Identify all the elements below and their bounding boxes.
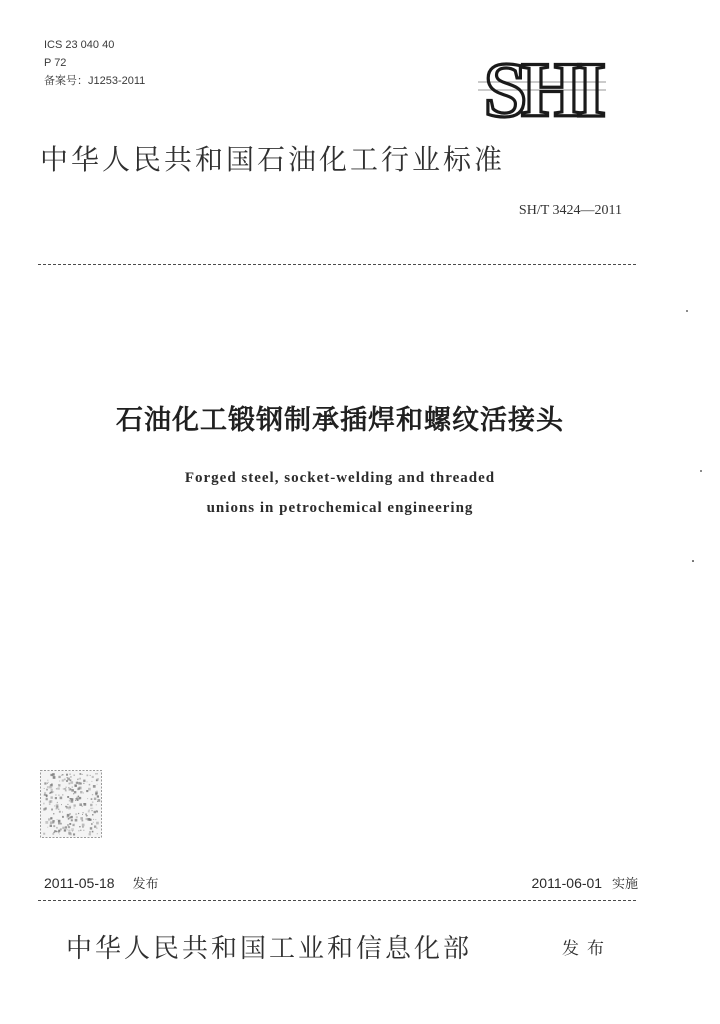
code-dot xyxy=(88,818,91,821)
code-dot xyxy=(87,815,88,816)
code-dot xyxy=(49,803,51,805)
code-dot xyxy=(96,779,98,781)
code-dot xyxy=(46,789,48,791)
code-dot xyxy=(47,783,48,784)
code-dot xyxy=(94,826,96,828)
code-dot xyxy=(82,824,85,827)
code-dot xyxy=(73,825,74,826)
code-dot xyxy=(96,822,99,825)
code-dot xyxy=(66,774,68,776)
code-dot xyxy=(69,833,72,836)
document-title-english-line-2: unions in petrochemical engineering xyxy=(206,500,474,516)
code-dot xyxy=(53,825,55,827)
issuing-authority-header: 中华人民共和国石油化工行业标准 xyxy=(40,143,506,176)
code-dot xyxy=(70,798,72,800)
code-dot xyxy=(44,782,46,784)
code-dot xyxy=(58,795,59,796)
code-dot xyxy=(58,776,60,778)
code-dot xyxy=(86,818,88,820)
effective-label: 实施 xyxy=(611,877,638,892)
code-dot xyxy=(82,812,83,813)
divider-bottom xyxy=(38,900,636,901)
scan-speck xyxy=(700,470,702,472)
code-dot xyxy=(64,779,66,781)
code-dot xyxy=(92,794,93,795)
code-dot xyxy=(86,790,88,792)
code-dot xyxy=(80,830,81,831)
code-dot xyxy=(89,810,90,811)
code-dot xyxy=(97,833,98,834)
code-dot xyxy=(69,800,71,802)
code-dot xyxy=(44,794,45,795)
code-dot xyxy=(67,804,68,805)
code-dot xyxy=(63,788,64,789)
document-title-english-line-1: Forged steel, socket-welding and threaded xyxy=(184,470,496,486)
issue-date-block xyxy=(44,873,158,892)
code-dot xyxy=(52,833,54,835)
code-dot xyxy=(97,784,98,785)
code-dot xyxy=(60,823,62,825)
code-dot xyxy=(78,797,81,800)
code-dot xyxy=(57,803,58,804)
code-dot xyxy=(54,830,56,832)
divider-top xyxy=(38,264,636,265)
code-dot xyxy=(70,779,72,781)
code-dot xyxy=(75,813,77,815)
code-dot xyxy=(83,783,84,784)
scan-speck xyxy=(686,310,688,312)
code-dot xyxy=(58,787,60,789)
code-dot xyxy=(82,806,83,807)
code-dot xyxy=(91,798,93,800)
code-dot xyxy=(62,816,64,818)
scan-speck xyxy=(692,560,694,562)
code-dot xyxy=(53,776,56,779)
code-dot xyxy=(52,820,54,822)
code-dot xyxy=(59,781,60,782)
code-dot xyxy=(47,780,48,781)
code-dot xyxy=(58,784,61,787)
code-dot xyxy=(67,829,68,830)
code-dot xyxy=(65,826,67,828)
code-dot xyxy=(82,826,84,828)
code-dot xyxy=(51,789,53,791)
code-dot xyxy=(48,818,50,820)
code-dot xyxy=(92,808,93,809)
code-dot xyxy=(71,828,74,831)
code-dot xyxy=(58,832,60,834)
code-dot xyxy=(79,787,82,790)
code-dot xyxy=(53,813,54,814)
code-dot xyxy=(49,801,51,803)
code-dot xyxy=(68,818,70,820)
code-dot xyxy=(67,796,69,798)
code-dot xyxy=(51,791,53,793)
code-dot xyxy=(62,812,63,813)
code-dot xyxy=(47,787,48,788)
code-dot xyxy=(77,782,78,783)
code-dot xyxy=(92,801,94,803)
code-dot xyxy=(56,827,58,829)
code-dot xyxy=(91,781,92,782)
code-dot xyxy=(51,796,53,798)
code-dot xyxy=(80,773,82,775)
code-dot xyxy=(58,820,61,823)
code-dot xyxy=(88,811,90,813)
code-dot xyxy=(69,823,71,825)
code-dot xyxy=(65,787,67,789)
code-dot xyxy=(71,781,74,784)
code-dot xyxy=(52,810,53,811)
code-dot xyxy=(98,799,101,802)
code-dot xyxy=(92,810,93,811)
code-dot xyxy=(79,826,80,827)
code-dot xyxy=(92,776,94,778)
code-dot xyxy=(84,803,87,806)
code-dot xyxy=(65,790,67,792)
code-dot xyxy=(68,826,70,828)
code-dot xyxy=(43,833,45,835)
code-dot xyxy=(78,796,79,797)
code-dot xyxy=(97,790,98,791)
code-dot xyxy=(61,804,62,805)
code-dot xyxy=(90,827,92,829)
code-dot xyxy=(76,816,78,818)
code-dot xyxy=(62,774,63,775)
code-dot xyxy=(97,801,98,802)
code-dot xyxy=(69,788,71,790)
code-dot xyxy=(64,788,65,789)
code-dot xyxy=(55,794,56,795)
code-dot xyxy=(70,776,71,777)
code-dot xyxy=(61,775,62,776)
code-dot xyxy=(95,793,97,795)
code-dot xyxy=(78,830,79,831)
code-dot xyxy=(89,784,91,786)
code-dot xyxy=(51,787,53,789)
code-dot xyxy=(83,793,84,794)
code-dot xyxy=(88,788,91,791)
code-dot xyxy=(43,808,45,810)
code-dot xyxy=(45,821,48,824)
code-dot xyxy=(59,811,61,813)
category-code: P 72 xyxy=(44,57,67,69)
code-dot xyxy=(54,805,55,806)
code-dot xyxy=(74,791,76,793)
code-dot xyxy=(62,827,64,829)
code-dot xyxy=(67,816,69,818)
code-dot xyxy=(96,811,98,813)
code-dot xyxy=(69,813,71,815)
document-title-chinese: 石油化工锻钢制承插焊和螺纹活接头 xyxy=(116,405,564,436)
code-dot xyxy=(71,819,73,821)
code-dot xyxy=(56,804,59,807)
code-dot xyxy=(97,773,98,774)
code-dot xyxy=(43,803,45,805)
code-dot xyxy=(93,785,96,788)
code-dot xyxy=(69,806,71,808)
code-dot xyxy=(83,830,84,831)
code-dot xyxy=(93,822,94,823)
code-dot xyxy=(90,808,91,809)
code-dot xyxy=(58,809,59,810)
code-dot xyxy=(79,778,81,780)
issue-date: 2011-05-18 xyxy=(44,875,115,891)
code-dot xyxy=(95,773,96,774)
code-dot xyxy=(82,814,83,815)
code-dot xyxy=(73,833,75,835)
code-dot xyxy=(74,804,76,806)
document-metadata xyxy=(44,36,145,90)
code-dot xyxy=(90,804,92,806)
code-dot xyxy=(55,797,57,799)
effective-date-block xyxy=(532,873,638,892)
code-dot xyxy=(50,817,52,819)
code-dot xyxy=(74,808,75,809)
code-dot xyxy=(71,789,74,792)
effective-date: 2011-06-01 xyxy=(531,875,603,891)
code-dot xyxy=(50,825,52,827)
code-dot xyxy=(67,807,68,808)
code-dot xyxy=(48,782,49,783)
sh-logo xyxy=(470,52,614,126)
code-dot xyxy=(65,806,67,808)
code-dot xyxy=(66,780,68,782)
code-dot xyxy=(94,798,96,800)
code-dot xyxy=(79,803,82,806)
code-dot xyxy=(62,779,64,781)
code-dot xyxy=(70,774,71,775)
code-dot xyxy=(50,821,53,824)
code-dot xyxy=(93,819,94,820)
code-dot xyxy=(68,787,69,788)
publish-label: 发布 xyxy=(562,939,612,959)
code-dot xyxy=(46,798,48,800)
code-dot xyxy=(67,778,70,781)
code-dot xyxy=(82,820,84,822)
code-dot xyxy=(89,831,91,833)
code-dot xyxy=(58,830,60,832)
code-dot xyxy=(92,831,94,833)
code-dot xyxy=(69,817,70,818)
code-dot xyxy=(60,797,63,800)
code-dot xyxy=(67,824,69,826)
code-dot xyxy=(87,798,88,799)
code-dot xyxy=(44,792,46,794)
standard-number: SH/T 3424—2011 xyxy=(518,203,622,218)
code-dot xyxy=(59,834,60,835)
code-dot xyxy=(78,782,81,785)
code-dot xyxy=(77,779,78,780)
code-dot xyxy=(77,796,78,797)
code-dot xyxy=(75,785,77,787)
code-dot xyxy=(50,774,52,776)
code-dot xyxy=(96,828,97,829)
code-dot xyxy=(50,784,52,786)
code-dot xyxy=(56,788,58,790)
issuing-ministry: 中华人民共和国工业和信息化部 xyxy=(66,934,473,964)
anti-counterfeit-code xyxy=(40,770,102,838)
code-dot xyxy=(69,783,71,785)
code-dot xyxy=(72,787,73,788)
code-dot xyxy=(80,791,82,793)
code-dot xyxy=(70,816,72,818)
code-dot xyxy=(90,775,91,776)
code-dot xyxy=(47,827,48,828)
code-dot xyxy=(89,833,91,835)
code-dot xyxy=(57,819,58,820)
code-dot xyxy=(91,823,93,825)
code-dot xyxy=(67,777,68,778)
code-dot xyxy=(74,775,75,776)
code-dot xyxy=(80,817,83,820)
logo-text: SHI xyxy=(483,52,601,126)
filing-number: 备案号：J1253-2011 xyxy=(44,75,146,87)
code-dot xyxy=(94,811,96,813)
code-dot xyxy=(83,780,85,782)
code-dot xyxy=(75,800,76,801)
code-dot xyxy=(68,830,70,832)
code-dot xyxy=(85,814,87,816)
code-dot xyxy=(75,819,78,822)
code-dot xyxy=(96,804,97,805)
ics-code: ICS 23 040 40 xyxy=(44,39,115,51)
code-dot xyxy=(87,775,89,777)
code-dot xyxy=(53,792,54,793)
code-dot xyxy=(64,829,66,831)
code-dot xyxy=(95,819,96,820)
code-dot xyxy=(97,795,99,797)
code-dot xyxy=(92,814,94,816)
code-dot xyxy=(87,781,88,782)
code-dot xyxy=(58,822,60,824)
code-dot xyxy=(82,774,83,775)
code-dot xyxy=(62,794,63,795)
issue-label: 发布 xyxy=(132,877,159,892)
code-dot xyxy=(78,813,79,814)
code-dot xyxy=(44,788,45,789)
